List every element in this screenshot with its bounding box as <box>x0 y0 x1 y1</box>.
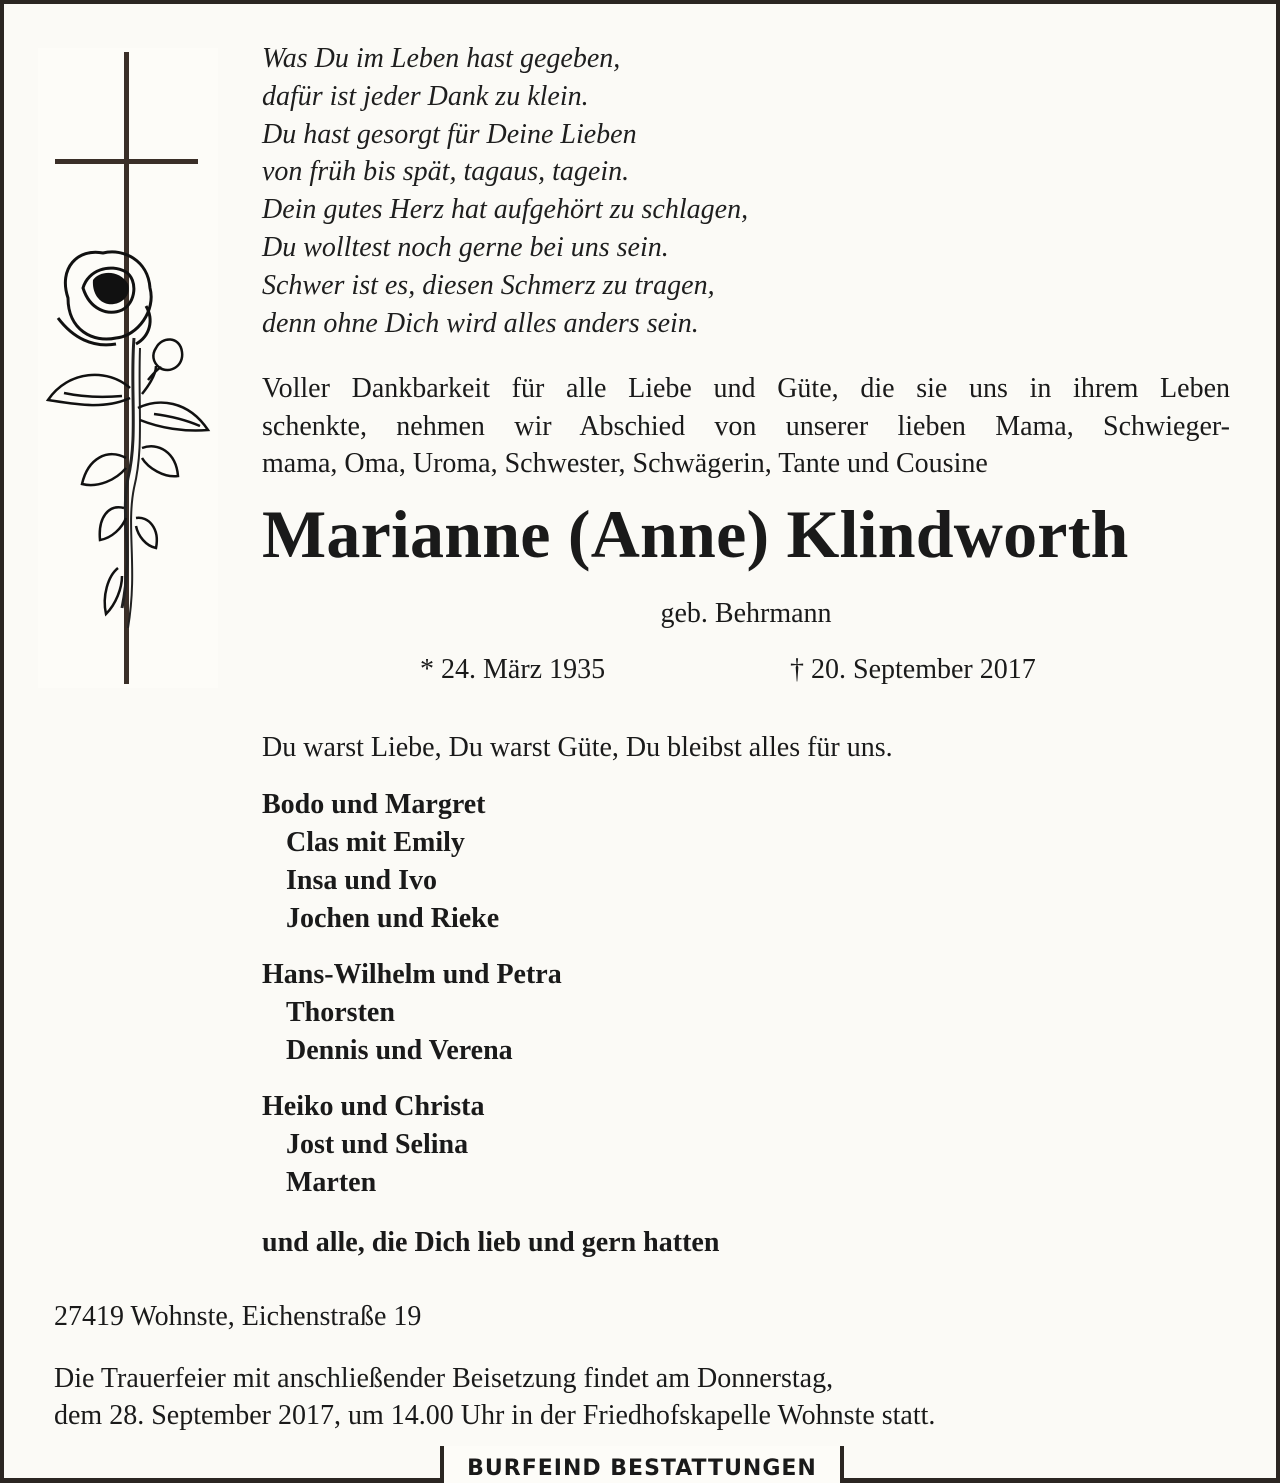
family-group <box>262 956 562 1070</box>
poem-line: Du hast gesorgt für Deine Lieben <box>262 118 637 150</box>
memorial-poem <box>262 40 748 342</box>
family-member: Marten <box>286 1167 377 1198</box>
poem-line: Was Du im Leben hast gegeben, <box>262 43 621 74</box>
family-member: Dennis und Verena <box>286 1035 513 1066</box>
cross-with-rose-icon <box>38 48 218 688</box>
birth-date: * 24. März 1935 <box>420 654 606 685</box>
family-member: Jost und Selina <box>286 1129 469 1160</box>
undertaker-logo: BURFEIND BESTATTUNGEN <box>440 1446 844 1483</box>
family-member: Insa und Ivo <box>286 865 437 896</box>
poem-line: Du wolltest noch gerne bei uns sein. <box>262 231 669 263</box>
poem-line: denn ohne Dich wird alles anders sein. <box>262 307 699 339</box>
intro-line: schenkte, nehmen wir Abschied von unserer lieben Mama, Schwieger- <box>262 410 1230 442</box>
family-head: Bodo und Margret <box>262 789 486 820</box>
family-member: Jochen und Rieke <box>286 903 500 934</box>
poem-line: von früh bis spät, tagaus, tagein. <box>262 156 630 188</box>
family-group <box>262 1088 562 1202</box>
death-date: † 20. September 2017 <box>790 654 1036 685</box>
funeral-line: Die Trauerfeier mit anschließender Beisetzung findet am Donnerstag, <box>54 1363 834 1394</box>
address: 27419 Wohnste, Eichenstraße 19 <box>54 1301 422 1332</box>
poem-line: Schwer ist es, diesen Schmerz zu tragen, <box>262 269 715 301</box>
maiden-name-text: geb. Behrmann <box>660 598 832 629</box>
funeral-line: dem 28. September 2017, um 14.00 Uhr in der Friedhofskapelle Wohnste statt. <box>54 1400 936 1431</box>
mourners-list <box>262 786 562 1220</box>
deceased-name: Marianne (Anne) Klindworth <box>262 496 1129 572</box>
family-group <box>262 786 562 938</box>
closing-line: und alle, die Dich lieb und gern hatten <box>262 1227 720 1258</box>
poem-line: dafür ist jeder Dank zu klein. <box>262 80 589 112</box>
intro-line: mama, Oma, Uroma, Schwester, Schwägerin, Tante und Cousine <box>262 448 988 479</box>
poem-line: Dein gutes Herz hat aufgehört zu schlagen, <box>262 194 749 226</box>
family-head: Heiko und Christa <box>262 1091 485 1122</box>
family-head: Hans-Wilhelm und Petra <box>262 959 562 990</box>
tagline: Du warst Liebe, Du warst Güte, Du bleibst alles für uns. <box>262 732 893 763</box>
intro-line: Voller Dankbarkeit für alle Liebe und Güte, die sie uns in ihrem Leben <box>262 373 1230 404</box>
maiden-name <box>262 596 1230 632</box>
family-member: Thorsten <box>286 997 395 1028</box>
intro-paragraph <box>262 370 1230 483</box>
funeral-info <box>54 1360 935 1434</box>
family-member: Clas mit Emily <box>286 827 465 858</box>
